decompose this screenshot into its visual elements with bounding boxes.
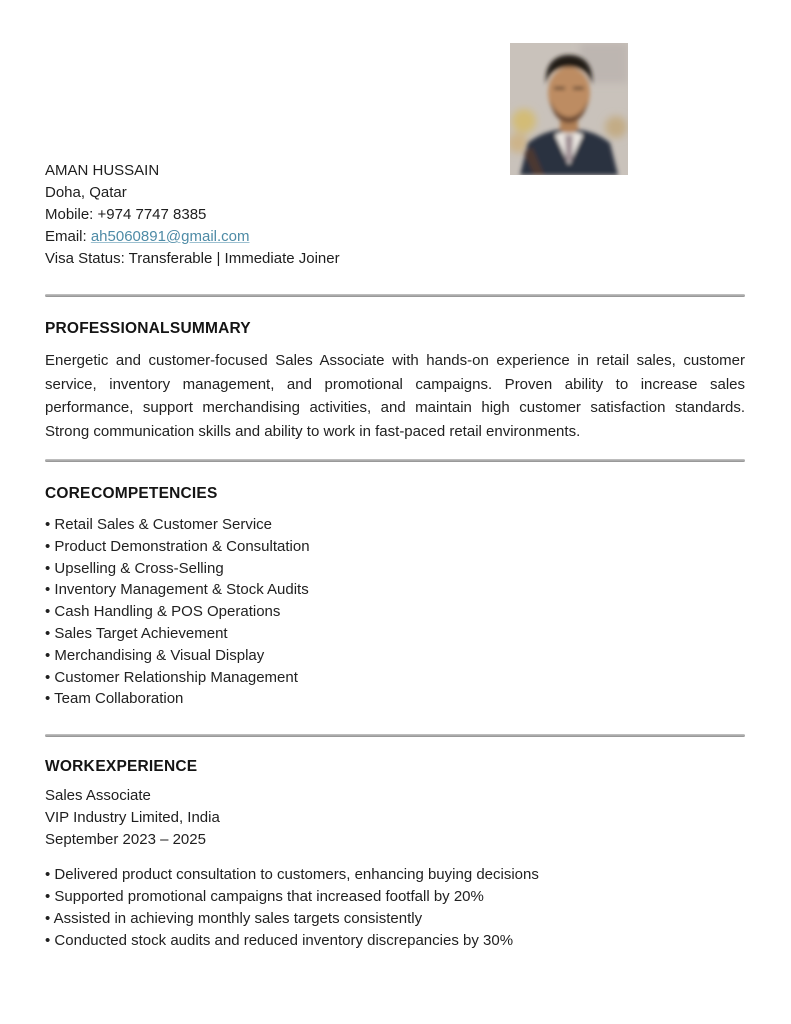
candidate-name: AMAN HUSSAIN	[45, 162, 160, 179]
job-block	[45, 785, 745, 851]
email-link[interactable]: ah5060891@gmail.com	[90, 228, 250, 245]
competency-item: • Retail Sales & Customer Service	[45, 514, 745, 536]
section-divider	[45, 459, 745, 462]
professional-summary-heading: PROFESSIONAL SUMMARY	[45, 320, 251, 337]
competency-item: • Sales Target Achievement	[45, 623, 745, 645]
contact-block	[45, 160, 745, 270]
employment-dates: September 2023 – 2025	[45, 831, 206, 849]
profile-photo	[510, 43, 628, 175]
mobile-text: Mobile: +974 7747 8385	[45, 206, 207, 223]
visa-status-text: Visa Status: Transferable | Immediate Joiner	[45, 250, 340, 267]
core-competencies-heading: CORE COMPETENCIES	[45, 485, 218, 502]
professional-summary-text: Energetic and customer-focused Sales Associate with hands-on experience in retail sales, customer service, inventory management, and promotional campaigns. Proven ability to increase sales performance, support merchandising activities, and maintain high customer satisfaction standards. Strong communication skills and ability to work in fast-paced retail environments.	[45, 352, 745, 440]
achievement-item: • Assisted in achieving monthly sales targets consistently	[45, 908, 745, 930]
achievement-item: • Delivered product consultation to customers, enhancing buying decisions	[45, 864, 745, 886]
competency-item: • Product Demonstration & Consultation	[45, 536, 745, 558]
achievements-list	[45, 864, 745, 952]
section-divider	[45, 294, 745, 297]
core-competencies-list	[45, 514, 745, 710]
competency-item: • Customer Relationship Management	[45, 667, 745, 689]
competency-item: • Cash Handling & POS Operations	[45, 601, 745, 623]
job-title: Sales Associate	[45, 787, 151, 805]
competency-item: • Inventory Management & Stock Audits	[45, 579, 745, 601]
work-experience-heading: WORK EXPERIENCE	[45, 758, 198, 776]
achievement-item: • Supported promotional campaigns that increased footfall by 20%	[45, 886, 745, 908]
competency-item: • Upselling & Cross-Selling	[45, 558, 745, 580]
competency-item: • Team Collaboration	[45, 688, 745, 710]
achievement-item: • Conducted stock audits and reduced inventory discrepancies by 30%	[45, 930, 745, 952]
profile-photo-image	[510, 43, 628, 175]
competency-item: • Merchandising & Visual Display	[45, 645, 745, 667]
location-text: Doha, Qatar	[45, 184, 127, 201]
section-divider	[45, 734, 745, 737]
email-line	[45, 226, 745, 248]
company-name: VIP Industry Limited, India	[45, 809, 220, 827]
email-label: Email:	[45, 228, 91, 245]
